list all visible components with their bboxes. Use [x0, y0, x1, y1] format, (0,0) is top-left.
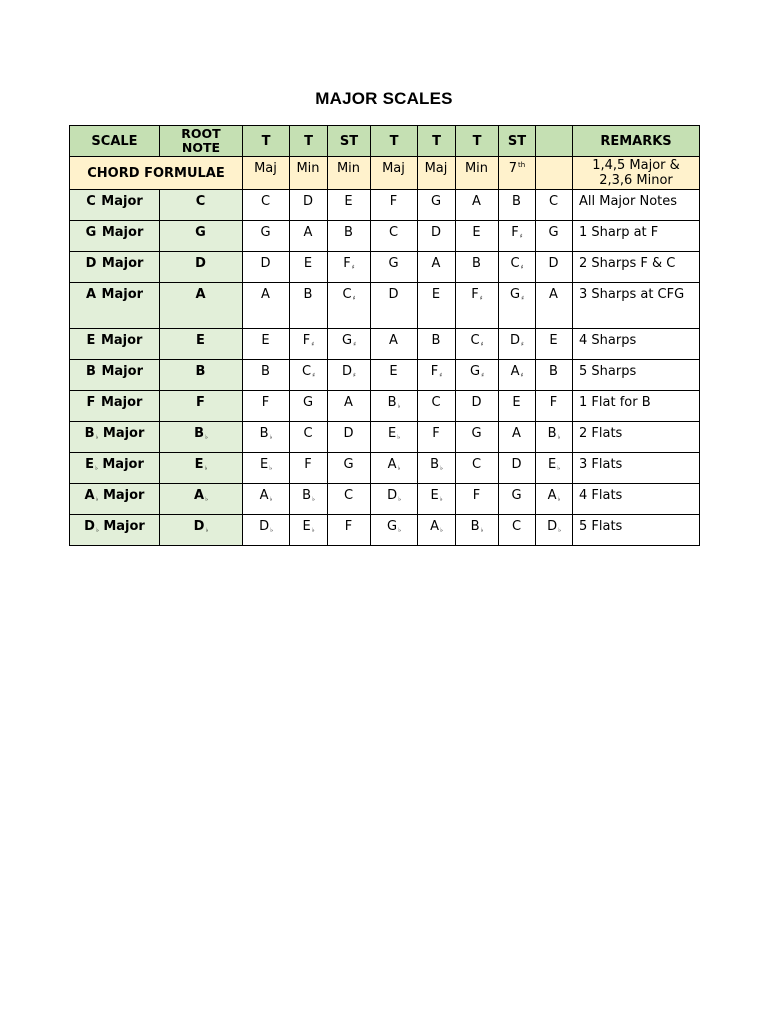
note-cell: A♭ — [418, 515, 456, 546]
header-step: T — [290, 126, 328, 157]
note-cell: D — [418, 221, 456, 252]
note-cell: B♭ — [418, 453, 456, 484]
note-cell: E — [328, 190, 371, 221]
row-remarks: 5 Sharps — [573, 360, 700, 391]
note-cell: E♭ — [243, 453, 290, 484]
header-step: T — [243, 126, 290, 157]
note-cell: A — [371, 329, 418, 360]
table-row — [70, 190, 700, 221]
root-note: C — [160, 190, 243, 221]
note-cell: B — [418, 329, 456, 360]
row-remarks: 2 Sharps F & C — [573, 252, 700, 283]
scale-name: B♭ Major — [70, 422, 160, 453]
row-remarks: 1 Sharp at F — [573, 221, 700, 252]
note-cell: A — [290, 221, 328, 252]
note-cell: A — [499, 422, 536, 453]
note-cell: F♯ — [328, 252, 371, 283]
note-cell: B — [536, 360, 573, 391]
note-cell: C — [536, 190, 573, 221]
chord-cell: 7th — [499, 157, 536, 190]
note-cell: D — [456, 391, 499, 422]
table-body — [70, 126, 700, 546]
header-step: T — [371, 126, 418, 157]
note-cell: F — [243, 391, 290, 422]
note-cell: E — [290, 252, 328, 283]
note-cell: F♯ — [456, 283, 499, 329]
table-row — [70, 360, 700, 391]
note-cell: D — [243, 252, 290, 283]
note-cell: E♭ — [371, 422, 418, 453]
note-cell: D♭ — [371, 484, 418, 515]
note-cell: C — [243, 190, 290, 221]
note-cell: C — [499, 515, 536, 546]
note-cell: F — [290, 453, 328, 484]
row-remarks: All Major Notes — [573, 190, 700, 221]
table-row — [70, 484, 700, 515]
note-cell: D♯ — [328, 360, 371, 391]
note-cell: A♯ — [499, 360, 536, 391]
note-cell: B — [243, 360, 290, 391]
note-cell: B♭ — [456, 515, 499, 546]
root-note: D — [160, 252, 243, 283]
row-remarks: 3 Flats — [573, 453, 700, 484]
root-note: E — [160, 329, 243, 360]
note-cell: E — [456, 221, 499, 252]
row-remarks: 5 Flats — [573, 515, 700, 546]
note-cell: C — [371, 221, 418, 252]
root-note: A♭ — [160, 484, 243, 515]
scale-name: B Major — [70, 360, 160, 391]
note-cell: B♭ — [371, 391, 418, 422]
note-cell: D♭ — [536, 515, 573, 546]
note-cell: F♯ — [418, 360, 456, 391]
note-cell: F — [456, 484, 499, 515]
note-cell: G♯ — [328, 329, 371, 360]
note-cell: E — [243, 329, 290, 360]
page-title: MAJOR SCALES — [315, 89, 453, 108]
note-cell: G♯ — [456, 360, 499, 391]
note-cell: F♯ — [499, 221, 536, 252]
note-cell: E — [371, 360, 418, 391]
note-cell: D♭ — [243, 515, 290, 546]
header-step: ST — [328, 126, 371, 157]
note-cell: A — [456, 190, 499, 221]
note-cell: D — [371, 283, 418, 329]
table-row — [70, 252, 700, 283]
table-row — [70, 221, 700, 252]
chord-cell: Min — [328, 157, 371, 190]
note-cell: B♭ — [290, 484, 328, 515]
chord-cell: Maj — [418, 157, 456, 190]
note-cell: G — [328, 453, 371, 484]
note-cell: E — [499, 391, 536, 422]
note-cell: F — [371, 190, 418, 221]
root-note: D♭ — [160, 515, 243, 546]
note-cell: A — [536, 283, 573, 329]
note-cell: C — [418, 391, 456, 422]
table-row — [70, 453, 700, 484]
scale-name: G Major — [70, 221, 160, 252]
table-row — [70, 283, 700, 329]
header-step — [536, 126, 573, 157]
row-remarks: 2 Flats — [573, 422, 700, 453]
header-step: T — [418, 126, 456, 157]
note-cell: B — [499, 190, 536, 221]
root-note: A — [160, 283, 243, 329]
table-row — [70, 329, 700, 360]
note-cell: B — [290, 283, 328, 329]
note-cell: A♭ — [536, 484, 573, 515]
chord-cell — [536, 157, 573, 190]
scale-name: D♭ Major — [70, 515, 160, 546]
scale-name: D Major — [70, 252, 160, 283]
row-remarks: 1 Flat for B — [573, 391, 700, 422]
chord-formulae-row — [70, 157, 700, 190]
chord-cell: Min — [290, 157, 328, 190]
note-cell: A — [418, 252, 456, 283]
table-row — [70, 391, 700, 422]
note-cell: F♯ — [290, 329, 328, 360]
note-cell: F — [328, 515, 371, 546]
root-note: G — [160, 221, 243, 252]
table-row — [70, 515, 700, 546]
note-cell: E — [536, 329, 573, 360]
scale-name: E Major — [70, 329, 160, 360]
table-row — [70, 422, 700, 453]
note-cell: D — [290, 190, 328, 221]
note-cell: F — [418, 422, 456, 453]
note-cell: A♭ — [371, 453, 418, 484]
note-cell: C♯ — [499, 252, 536, 283]
row-remarks: 4 Sharps — [573, 329, 700, 360]
root-note: B♭ — [160, 422, 243, 453]
header-step: ST — [499, 126, 536, 157]
chord-cell: Maj — [243, 157, 290, 190]
note-cell: G♯ — [499, 283, 536, 329]
note-cell: A♭ — [243, 484, 290, 515]
note-cell: D — [499, 453, 536, 484]
note-cell: E — [418, 283, 456, 329]
note-cell: B♭ — [536, 422, 573, 453]
major-scales-table — [69, 125, 700, 546]
note-cell: G♭ — [371, 515, 418, 546]
note-cell: G — [418, 190, 456, 221]
note-cell: G — [290, 391, 328, 422]
note-cell: G — [371, 252, 418, 283]
scale-name: A♭ Major — [70, 484, 160, 515]
note-cell: D — [328, 422, 371, 453]
header-step: T — [456, 126, 499, 157]
note-cell: G — [499, 484, 536, 515]
note-cell: C♯ — [290, 360, 328, 391]
note-cell: C♯ — [328, 283, 371, 329]
note-cell: B♭ — [243, 422, 290, 453]
scale-name: C Major — [70, 190, 160, 221]
note-cell: G — [456, 422, 499, 453]
header-remarks: REMARKS — [573, 126, 700, 157]
note-cell: C — [290, 422, 328, 453]
note-cell: C — [456, 453, 499, 484]
row-remarks: 4 Flats — [573, 484, 700, 515]
note-cell: A — [328, 391, 371, 422]
chord-cell: Maj — [371, 157, 418, 190]
note-cell: G — [536, 221, 573, 252]
note-cell: B — [456, 252, 499, 283]
note-cell: F — [536, 391, 573, 422]
note-cell: D — [536, 252, 573, 283]
header-row — [70, 126, 700, 157]
header-scale: SCALE — [70, 126, 160, 157]
root-note: E♭ — [160, 453, 243, 484]
note-cell: B — [328, 221, 371, 252]
scale-name: E♭ Major — [70, 453, 160, 484]
note-cell: C♯ — [456, 329, 499, 360]
scale-name: A Major — [70, 283, 160, 329]
header-root-note: ROOT NOTE — [160, 126, 243, 157]
note-cell: E♭ — [290, 515, 328, 546]
note-cell: G — [243, 221, 290, 252]
chord-cell: Min — [456, 157, 499, 190]
row-remarks: 3 Sharps at CFG — [573, 283, 700, 329]
note-cell: E♭ — [536, 453, 573, 484]
chord-formulae-label: CHORD FORMULAE — [70, 157, 243, 190]
scale-name: F Major — [70, 391, 160, 422]
note-cell: A — [243, 283, 290, 329]
root-note: F — [160, 391, 243, 422]
root-note: B — [160, 360, 243, 391]
chord-formulae-remarks: 1,4,5 Major & 2,3,6 Minor — [573, 157, 700, 190]
note-cell: C — [328, 484, 371, 515]
note-cell: E♭ — [418, 484, 456, 515]
note-cell: D♯ — [499, 329, 536, 360]
